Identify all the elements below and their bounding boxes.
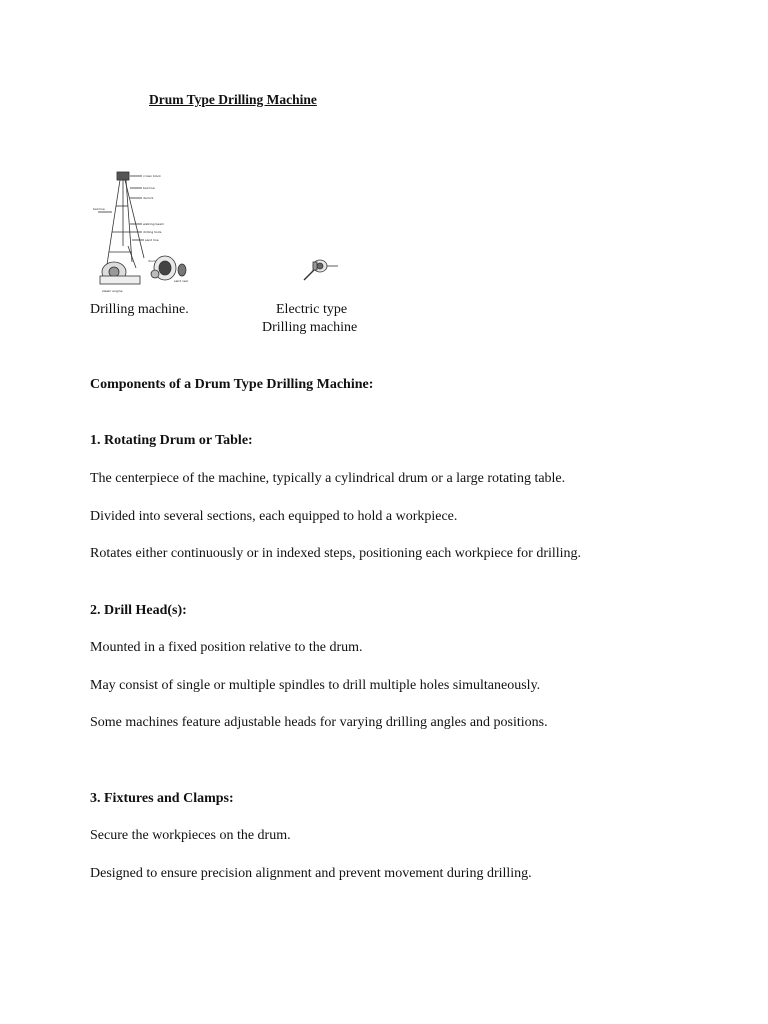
svg-text:walking beam: walking beam [143,222,164,226]
svg-text:crown block: crown block [143,174,161,178]
section-paragraph: Designed to ensure precision alignment and prevent movement during drilling. [90,866,532,881]
svg-text:steam engine: steam engine [102,289,123,293]
section-paragraph: Secure the workpieces on the drum. [90,828,291,843]
figure-caption-electric-line1: Electric type [276,302,348,317]
section-heading: 2. Drill Head(s): [90,603,187,618]
document-title: Drum Type Drilling Machine [149,92,317,107]
section-paragraph: May consist of single or multiple spindles to drill multiple holes simultaneously. [90,678,541,693]
svg-text:sand line: sand line [145,238,159,242]
section-heading: 1. Rotating Drum or Table: [90,433,253,448]
section-paragraph: Mounted in a fixed position relative to the drum. [90,640,363,655]
svg-text:drum: drum [148,259,156,263]
figure-caption-electric-line2: Drilling machine [262,320,358,335]
section-paragraph: Divided into several sections, each equipped to hold a workpiece. [90,509,458,524]
section-paragraph: Some machines feature adjustable heads for varying drilling angles and positions. [90,715,548,730]
section-paragraph: The centerpiece of the machine, typically a cylindrical drum or a large rotating table. [90,471,566,486]
figure-caption-drilling-machine: Drilling machine. [90,302,189,317]
section-paragraph: Rotates either continuously or in indexed steps, positioning each workpiece for drilling. [90,546,582,561]
section-heading: 3. Fixtures and Clamps: [90,791,234,806]
svg-text:sand reel: sand reel [174,279,188,283]
svg-text:bail line: bail line [93,207,105,211]
drilling-machine-illustration [92,166,202,298]
svg-text:derrick: derrick [143,196,154,200]
electric-drill-illustration [292,252,342,282]
svg-text:bail line: bail line [143,186,155,190]
svg-text:drilling tools: drilling tools [143,230,162,234]
components-heading: Components of a Drum Type Drilling Machine: [90,377,374,392]
